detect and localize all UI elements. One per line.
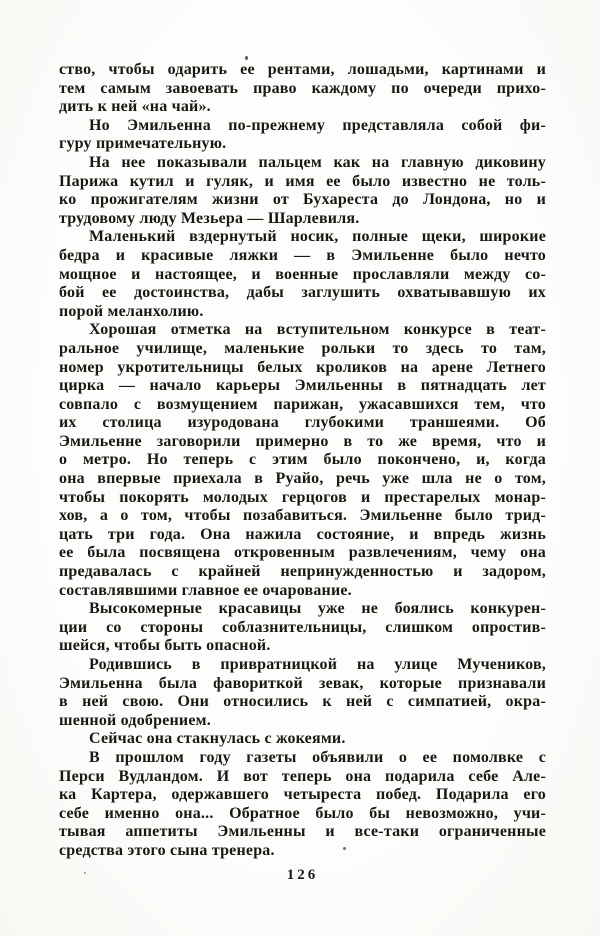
text-line: Маленький вздернутый носик, полные щеки, широкие [89,228,546,246]
text-line: себе именно она... Обратное было бы невозможно, учи- [59,804,546,822]
text-line: В прошлом году газеты объявили о ее помолвке с [89,748,546,766]
text-line: составлявшими главное ее очарование. [59,581,352,599]
text-block [59,61,546,861]
text-line: Эмильенна была фавориткой зевак, которые признавали [59,674,546,692]
text-line: тем самым завоевать право каждому по очереди прихо- [59,79,546,97]
text-line: о метро. Но теперь с этим было покончено, и, когда [59,451,546,469]
text-line: ции со стороны соблазнительницы, слишком опростив- [59,618,546,636]
text-line: Но Эмильенна по-прежнему представляла собой фи- [89,116,546,134]
scan-speck [245,56,248,60]
text-line: ральное училище, маленькие рольки то здесь то там, [59,339,546,357]
text-line: чтобы покорять молодых герцогов и престарелых монар- [59,488,546,506]
text-line: Перси Вудландом. И вот теперь она подарила себе Але- [59,767,546,785]
text-line: их столица изуродована глубокими траншеями. Об [59,414,546,432]
text-line: Родившись в привратницкой на улице Мучеников, [89,656,546,673]
page-number: 126 [286,867,319,883]
text-line: номер укротительницы белых кроликов на арене Летнего [59,358,546,376]
text-line: цирка — начало карьеры Эмильенны в пятнадцать лет [59,377,546,395]
text-line: Высокомерные красавицы уже не боялись конкурен- [89,600,546,618]
text-line: цать три года. Она нажила состояние, и впредь жизнь [59,525,546,543]
text-line: дить к ней «на чай». [59,98,211,116]
text-line: порой меланхолию. [59,302,204,320]
text-line: На нее показывали пальцем как на главную диковину [89,153,546,171]
text-line: средства этого сына тренера. [59,841,275,859]
text-line: ка Картера, одержавшего четыреста побед. Подарила его [59,786,546,804]
text-line: бедра и красивые ляжки — в Эмильенне было нечто [59,246,546,264]
text-line: бой ее достоинства, дабы заглушить охватывавшую их [59,284,546,302]
text-line: гуру примечательную. [59,135,227,153]
text-line: Сейчас она стакнулась с жокеями. [89,730,346,748]
text-line: она впервые приехала в Руайо, речь уже шла не о том, [59,470,546,488]
text-line: Парижа кутил и гуляк, и имя ее было известно не толь- [59,172,546,190]
text-line: Эмильенне заговорили примерно в то же время, что и [59,432,546,450]
text-line: тывая аппетиты Эмильенны и все-таки ограниченные [59,823,546,841]
text-line: ство, чтобы одарить ее рентами, лошадьми, картинами и [59,61,546,78]
text-line: хов, а о том, чтобы позабавиться. Эмильенне было трид- [59,507,546,525]
text-line: Хорошая отметка на вступительном конкурсе в теат- [89,321,546,339]
text-line: в ней свою. Они относились к ней с симпатией, окра- [59,693,546,711]
text-line: ко прожигателям жизни от Бухареста до Лондона, но и [59,191,546,209]
text-line: шейся, чтобы быть опасной. [59,637,271,655]
text-line: трудовому люду Мезьера — Шарлевиля. [59,209,360,227]
text-line: ее была посвящена откровенным развлечениям, чему она [59,544,546,562]
text-line: совпало с возмущением парижан, ужасавшихся тем, что [59,395,546,413]
text-line: шенной одобрением. [59,711,211,729]
text-line: предавалась с крайней непринужденностью и задором, [59,563,546,581]
text-line: мощное и настоящее, и военные прославляли между со- [59,265,546,283]
